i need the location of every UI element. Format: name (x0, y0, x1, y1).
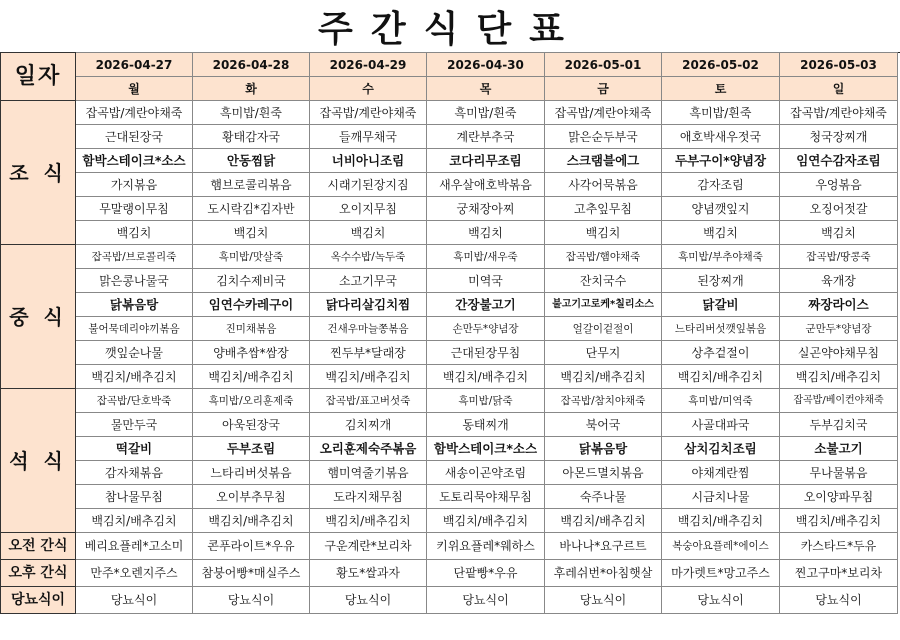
breakfast-menu-item: 오징어젓갈 (780, 197, 898, 221)
breakfast-menu-item: 계란부추국 (427, 125, 545, 149)
breakfast-menu-item: 스크램블에그 (545, 149, 662, 173)
lunch-menu-item: 닭볶음탕 (76, 293, 193, 317)
breakfast-menu-item: 근대된장국 (76, 125, 193, 149)
dinner-menu-item: 흑미밥/닭죽 (427, 389, 545, 413)
breakfast-menu-item: 시래기된장지짐 (310, 173, 427, 197)
breakfast-menu-item: 고추잎무침 (545, 197, 662, 221)
dinner-menu-item: 백김치/배추김치 (662, 509, 780, 533)
lunch-menu-item: 손만두*양념장 (427, 317, 545, 341)
lunch-menu-item: 소고기무국 (310, 269, 427, 293)
lunch-menu-item: 찐두부*달래장 (310, 341, 427, 365)
lunch-menu-item: 된장찌개 (662, 269, 780, 293)
page-title: 주간식단표 (0, 0, 900, 53)
pm_snack-item: 후레쉬번*아침햇살 (545, 560, 662, 587)
dinner-menu-item: 잡곡밥/단호박죽 (76, 389, 193, 413)
breakfast-menu-item: 임연수감자조림 (780, 149, 898, 173)
breakfast-menu-item: 흑미밥/흰죽 (662, 101, 780, 125)
am_snack-item: 베리요플레*고소미 (76, 533, 193, 560)
breakfast-menu-item: 잡곡밥/계란야채죽 (545, 101, 662, 125)
weekday-cell: 수 (310, 77, 427, 101)
lunch-menu-item: 얼갈이겉절이 (545, 317, 662, 341)
lunch-menu-item: 닭다리살김치찜 (310, 293, 427, 317)
am_snack-item: 바나나*요구르트 (545, 533, 662, 560)
am_snack-label: 오전 간식 (1, 533, 76, 560)
lunch-menu-item: 진미채볶음 (193, 317, 310, 341)
dinner-menu-item: 백김치/배추김치 (310, 509, 427, 533)
dinner-menu-item: 숙주나물 (545, 485, 662, 509)
menu-table (0, 52, 898, 614)
breakfast-menu-item: 무말랭이무침 (76, 197, 193, 221)
lunch-menu-item: 임연수카레구이 (193, 293, 310, 317)
lunch-menu-item: 잔치국수 (545, 269, 662, 293)
diabetic-item: 당뇨식이 (780, 587, 898, 614)
lunch-menu-item: 간장불고기 (427, 293, 545, 317)
diabetic-item: 당뇨식이 (545, 587, 662, 614)
lunch-menu-item: 백김치/배추김치 (780, 365, 898, 389)
dinner-menu-item: 흑미밥/오리훈제죽 (193, 389, 310, 413)
dinner-menu-item: 두부김치국 (780, 413, 898, 437)
breakfast-menu-item: 청국장찌개 (780, 125, 898, 149)
weekday-cell: 월 (76, 77, 193, 101)
lunch-menu-item: 잡곡밥/땅콩죽 (780, 245, 898, 269)
dinner-menu-item: 아몬드멸치볶음 (545, 461, 662, 485)
date-label: 일자 (1, 53, 76, 101)
breakfast-menu-item: 백김치 (76, 221, 193, 245)
lunch-menu-item: 깻잎순나물 (76, 341, 193, 365)
pm_snack-item: 만주*오렌지주스 (76, 560, 193, 587)
breakfast-menu-item: 함박스테이크*소스 (76, 149, 193, 173)
breakfast-menu-item: 가지볶음 (76, 173, 193, 197)
lunch-menu-item: 건새우마늘쫑볶음 (310, 317, 427, 341)
lunch-menu-item: 단무지 (545, 341, 662, 365)
lunch-menu-item: 백김치/배추김치 (545, 365, 662, 389)
dinner-menu-item: 사골대파국 (662, 413, 780, 437)
breakfast-menu-item: 오이지무침 (310, 197, 427, 221)
weekday-cell: 토 (662, 77, 780, 101)
breakfast-menu-item: 애호박새우젓국 (662, 125, 780, 149)
breakfast-menu-item: 들깨무채국 (310, 125, 427, 149)
date-cell: 2026-04-28 (193, 53, 310, 77)
pm_snack-item: 황도*쌀과자 (310, 560, 427, 587)
pm_snack-item: 참붕어빵*매실주스 (193, 560, 310, 587)
diabetic-item: 당뇨식이 (76, 587, 193, 614)
dinner-menu-item: 북어국 (545, 413, 662, 437)
breakfast-menu-item: 사각어묵볶음 (545, 173, 662, 197)
lunch-menu-item: 옥수수밥/녹두죽 (310, 245, 427, 269)
breakfast-menu-item: 잡곡밥/계란야채죽 (76, 101, 193, 125)
breakfast-menu-item: 잡곡밥/계란야채죽 (310, 101, 427, 125)
lunch-menu-item: 닭갈비 (662, 293, 780, 317)
pm_snack-item: 찐고구마*보리차 (780, 560, 898, 587)
dinner-menu-item: 잡곡밥/참치야채죽 (545, 389, 662, 413)
diabetic-item: 당뇨식이 (310, 587, 427, 614)
lunch-menu-item: 상추겉절이 (662, 341, 780, 365)
lunch-menu-item: 느타리버섯깻잎볶음 (662, 317, 780, 341)
am_snack-item: 구운계란*보리차 (310, 533, 427, 560)
weekday-cell: 금 (545, 77, 662, 101)
dinner-menu-item: 백김치/배추김치 (193, 509, 310, 533)
dinner-menu-item: 햄미역줄기볶음 (310, 461, 427, 485)
dinner-menu-item: 감자채볶음 (76, 461, 193, 485)
dinner-menu-item: 삼치김치조림 (662, 437, 780, 461)
breakfast-menu-item: 안동찜닭 (193, 149, 310, 173)
weekday-cell: 목 (427, 77, 545, 101)
lunch-label: 중 식 (1, 245, 76, 389)
dinner-label: 석 식 (1, 389, 76, 533)
breakfast-menu-item: 백김치 (310, 221, 427, 245)
dinner-menu-item: 잡곡밥/베이컨야채죽 (780, 389, 898, 413)
dinner-menu-item: 새송이곤약조림 (427, 461, 545, 485)
am_snack-item: 키위요플레*웨하스 (427, 533, 545, 560)
lunch-menu-item: 짜장라이스 (780, 293, 898, 317)
weekday-cell: 일 (780, 77, 898, 101)
breakfast-menu-item: 양념깻잎지 (662, 197, 780, 221)
date-cell: 2026-04-29 (310, 53, 427, 77)
weekday-cell: 화 (193, 77, 310, 101)
diabetic-item: 당뇨식이 (193, 587, 310, 614)
dinner-menu-item: 동태찌개 (427, 413, 545, 437)
date-cell: 2026-05-01 (545, 53, 662, 77)
dinner-menu-item: 흑미밥/미역죽 (662, 389, 780, 413)
dinner-menu-item: 잡곡밥/표고버섯죽 (310, 389, 427, 413)
lunch-menu-item: 근대된장무침 (427, 341, 545, 365)
breakfast-menu-item: 백김치 (780, 221, 898, 245)
dinner-menu-item: 백김치/배추김치 (780, 509, 898, 533)
pm_snack-item: 마가렛트*망고주스 (662, 560, 780, 587)
lunch-menu-item: 잡곡밥/햄야채죽 (545, 245, 662, 269)
breakfast-menu-item: 맑은순두부국 (545, 125, 662, 149)
breakfast-menu-item: 백김치 (193, 221, 310, 245)
diabetic-item: 당뇨식이 (427, 587, 545, 614)
dinner-menu-item: 야채계란찜 (662, 461, 780, 485)
lunch-menu-item: 흑미밥/새우죽 (427, 245, 545, 269)
dinner-menu-item: 떡갈비 (76, 437, 193, 461)
lunch-menu-item: 백김치/배추김치 (310, 365, 427, 389)
lunch-menu-item: 잡곡밥/브로콜리죽 (76, 245, 193, 269)
dinner-menu-item: 느타리버섯볶음 (193, 461, 310, 485)
lunch-menu-item: 불고기고로케*칠리소스 (545, 293, 662, 317)
pm_snack-item: 단팥빵*우유 (427, 560, 545, 587)
dinner-menu-item: 백김치/배추김치 (545, 509, 662, 533)
breakfast-menu-item: 도시락김*김자반 (193, 197, 310, 221)
breakfast-menu-item: 새우살애호박볶음 (427, 173, 545, 197)
dinner-menu-item: 물만두국 (76, 413, 193, 437)
breakfast-menu-item: 코다리무조림 (427, 149, 545, 173)
dinner-menu-item: 백김치/배추김치 (427, 509, 545, 533)
breakfast-label: 조 식 (1, 101, 76, 245)
date-cell: 2026-05-03 (780, 53, 898, 77)
dinner-menu-item: 무나물볶음 (780, 461, 898, 485)
dinner-menu-item: 소불고기 (780, 437, 898, 461)
breakfast-menu-item: 두부구이*양념장 (662, 149, 780, 173)
lunch-menu-item: 불어묵데리야끼볶음 (76, 317, 193, 341)
lunch-menu-item: 군만두*양념장 (780, 317, 898, 341)
lunch-menu-item: 실곤약야채무침 (780, 341, 898, 365)
dinner-menu-item: 시금치나물 (662, 485, 780, 509)
dinner-menu-item: 두부조림 (193, 437, 310, 461)
pm_snack-label: 오후 간식 (1, 560, 76, 587)
dinner-menu-item: 도라지채무침 (310, 485, 427, 509)
dinner-menu-item: 김치찌개 (310, 413, 427, 437)
breakfast-menu-item: 우엉볶음 (780, 173, 898, 197)
breakfast-menu-item: 백김치 (545, 221, 662, 245)
breakfast-menu-item: 너비아니조림 (310, 149, 427, 173)
breakfast-menu-item: 햄브로콜리볶음 (193, 173, 310, 197)
lunch-menu-item: 백김치/배추김치 (662, 365, 780, 389)
lunch-menu-item: 흑미밥/부추야채죽 (662, 245, 780, 269)
lunch-menu-item: 육개장 (780, 269, 898, 293)
breakfast-menu-item: 잡곡밥/계란야채죽 (780, 101, 898, 125)
breakfast-menu-item: 감자조림 (662, 173, 780, 197)
lunch-menu-item: 김치수제비국 (193, 269, 310, 293)
dinner-menu-item: 오이부추무침 (193, 485, 310, 509)
lunch-menu-item: 백김치/배추김치 (427, 365, 545, 389)
dinner-menu-item: 백김치/배추김치 (76, 509, 193, 533)
dinner-menu-item: 도토리묵야채무침 (427, 485, 545, 509)
am_snack-item: 복숭아요플레*에이스 (662, 533, 780, 560)
breakfast-menu-item: 흑미밥/흰죽 (427, 101, 545, 125)
breakfast-menu-item: 백김치 (662, 221, 780, 245)
lunch-menu-item: 백김치/배추김치 (193, 365, 310, 389)
diabetic-label: 당뇨식이 (1, 587, 76, 614)
lunch-menu-item: 흑미밥/맛살죽 (193, 245, 310, 269)
breakfast-menu-item: 흑미밥/흰죽 (193, 101, 310, 125)
breakfast-menu-item: 궁채장아찌 (427, 197, 545, 221)
date-cell: 2026-04-30 (427, 53, 545, 77)
dinner-menu-item: 참나물무침 (76, 485, 193, 509)
dinner-menu-item: 아욱된장국 (193, 413, 310, 437)
lunch-menu-item: 양배추쌈*쌈장 (193, 341, 310, 365)
am_snack-item: 카스타드*두유 (780, 533, 898, 560)
dinner-menu-item: 닭볶음탕 (545, 437, 662, 461)
dinner-menu-item: 함박스테이크*소스 (427, 437, 545, 461)
lunch-menu-item: 미역국 (427, 269, 545, 293)
dinner-menu-item: 오이양파무침 (780, 485, 898, 509)
lunch-menu-item: 맑은콩나물국 (76, 269, 193, 293)
diabetic-item: 당뇨식이 (662, 587, 780, 614)
breakfast-menu-item: 황태감자국 (193, 125, 310, 149)
date-cell: 2026-04-27 (76, 53, 193, 77)
date-cell: 2026-05-02 (662, 53, 780, 77)
am_snack-item: 콘푸라이트*우유 (193, 533, 310, 560)
dinner-menu-item: 오리훈제숙주볶음 (310, 437, 427, 461)
lunch-menu-item: 백김치/배추김치 (76, 365, 193, 389)
breakfast-menu-item: 백김치 (427, 221, 545, 245)
